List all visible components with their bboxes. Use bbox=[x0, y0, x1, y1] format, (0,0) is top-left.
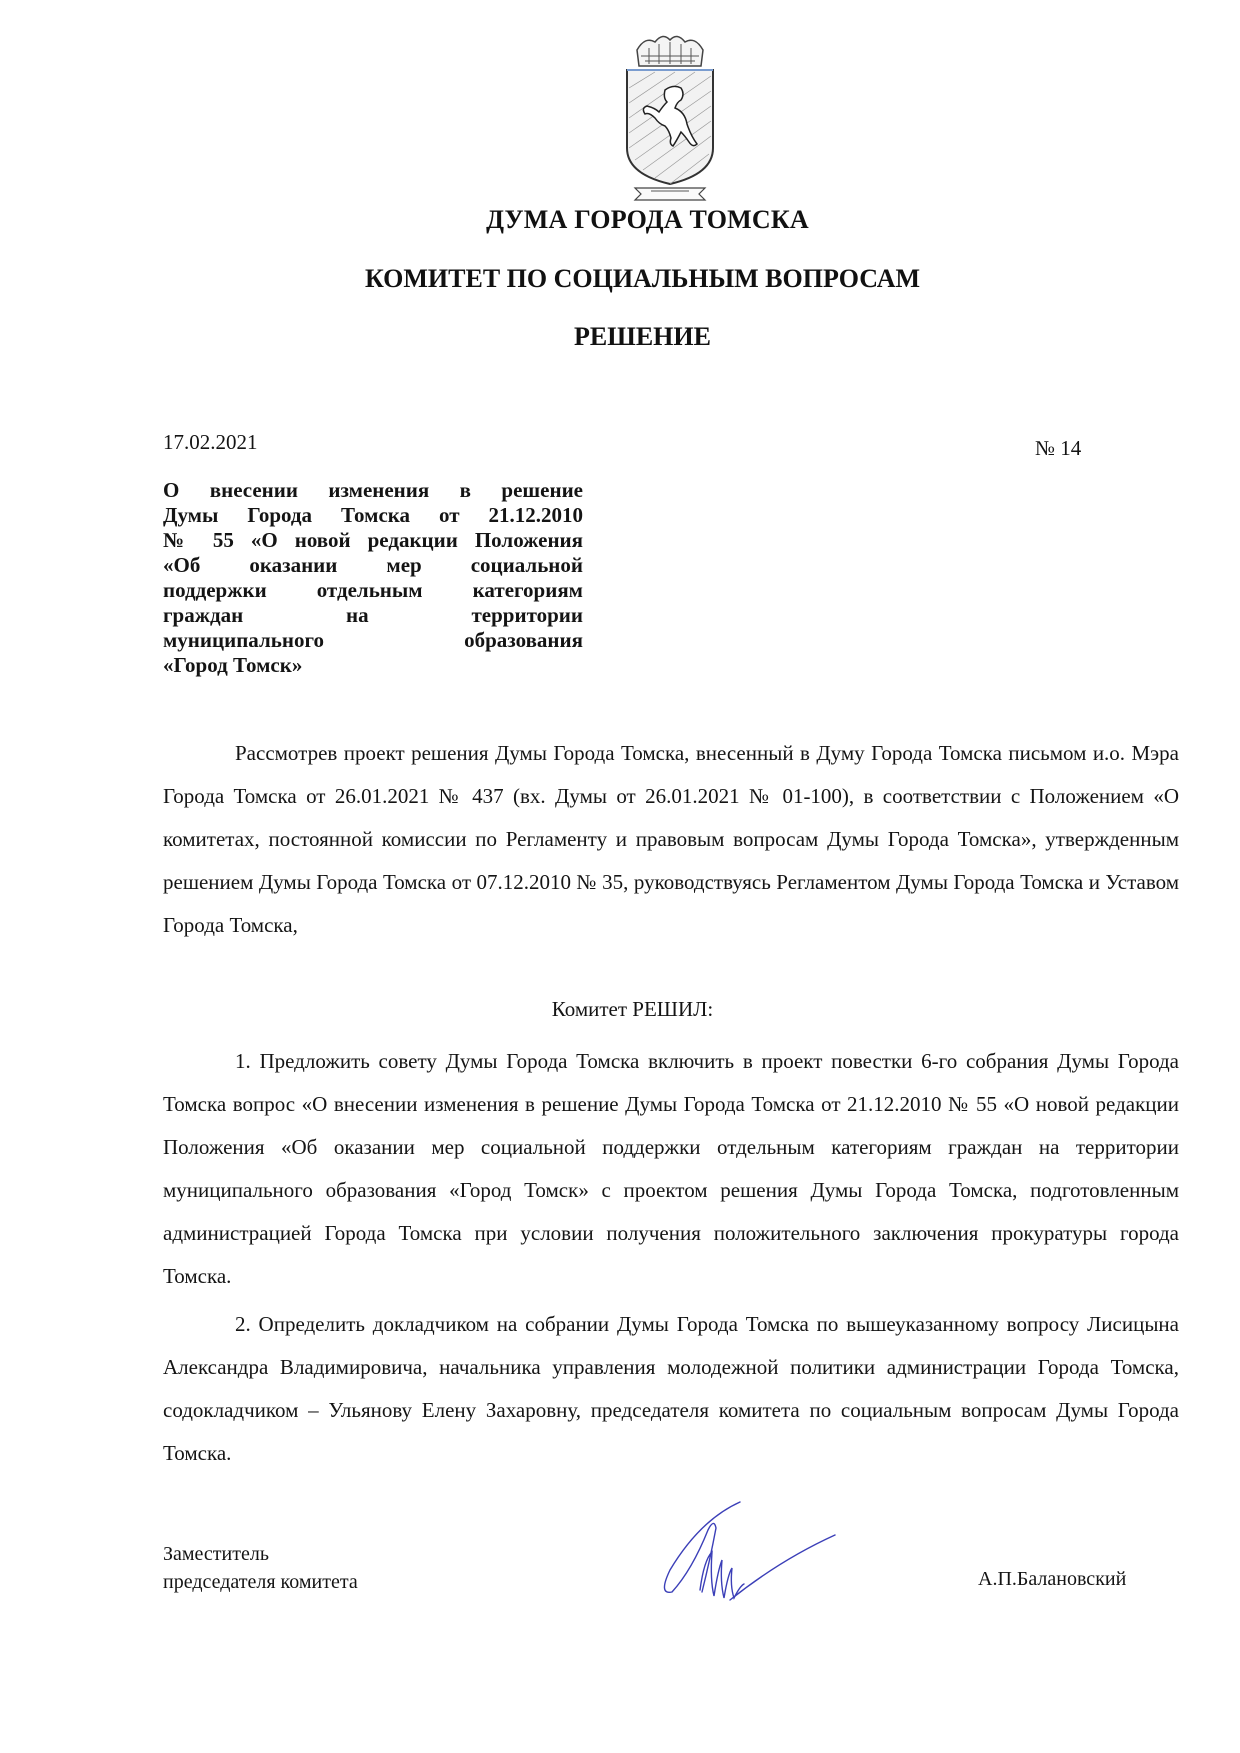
signatory-role-line: Заместитель bbox=[163, 1543, 269, 1565]
signatory-role-line: председателя комитета bbox=[163, 1571, 358, 1593]
subject-line: поддержки отдельным категориям bbox=[163, 578, 583, 602]
subject-line: «Город Томск» bbox=[163, 653, 303, 677]
organization-title: ДУМА ГОРОДА ТОМСКА bbox=[486, 205, 809, 234]
handwritten-signature-icon bbox=[630, 1500, 850, 1630]
resolution-paragraph: 1. Предложить совету Думы Города Томска включить в проект повестки 6-го собрания Думы Города Томска вопрос «О внесении изменения в решение Думы Города Томска от 21.12.2010 № 55 «О новой редакции Положения «Об оказании мер социальной поддержки отдельным категориям граждан на территории муниципального образования «Город Томск» с проектом решения Думы Города Томска, подготовленным администрацией Города Томска при условии получения положительного заключения прокуратуры города Томска. bbox=[163, 1049, 1179, 1288]
resolution-item-2 bbox=[163, 1303, 1179, 1475]
preamble-section bbox=[163, 732, 1179, 947]
resolution-item-1 bbox=[163, 1040, 1179, 1298]
subject-line: Думы Города Томска от 21.12.2010 bbox=[163, 503, 583, 527]
document-subject bbox=[163, 478, 583, 678]
subject-line: О внесении изменения в решение bbox=[163, 478, 583, 502]
document-type: РЕШЕНИЕ bbox=[574, 322, 711, 351]
signatory-role bbox=[163, 1540, 358, 1596]
signatory-name: А.П.Балановский bbox=[978, 1568, 1127, 1590]
preamble-paragraph: Рассмотрев проект решения Думы Города Томска, внесенный в Думу Города Томска письмом и.о. Мэра Города Томска от 26.01.2021 № 437 (вх. Думы от 26.01.2021 № 01-100), в соответствии с Положением «О комитетах, постоянной комиссии по Регламенту и правовым вопросам Думы Города Томска», утвержденным решением Думы Города Томска от 07.12.2010 № 35, руководствуясь Регламентом Думы Города Томска и Уставом Города Томска, bbox=[163, 741, 1179, 937]
subject-line: граждан на территории bbox=[163, 603, 583, 627]
coat-of-arms-icon bbox=[615, 28, 725, 203]
subject-line: муниципального образования bbox=[163, 628, 583, 652]
document-date: 17.02.2021 bbox=[163, 430, 258, 454]
subject-line: «Об оказании мер социальной bbox=[163, 553, 583, 577]
resolution-paragraph: 2. Определить докладчиком на собрании Думы Города Томска по вышеуказанному вопросу Лисицына Александра Владимировича, начальника управления молодежной политики администрации Города Томска, содокладчиком – Ульянову Елену Захаровну, председателя комитета по социальным вопросам Думы Города Томска. bbox=[163, 1312, 1179, 1465]
resolved-heading: Комитет РЕШИЛ: bbox=[551, 997, 714, 1021]
committee-title: КОМИТЕТ ПО СОЦИАЛЬНЫМ ВОПРОСАМ bbox=[364, 264, 921, 293]
subject-line: № 55 «О новой редакции Положения bbox=[163, 528, 583, 552]
document-number: № 14 bbox=[1035, 436, 1082, 460]
